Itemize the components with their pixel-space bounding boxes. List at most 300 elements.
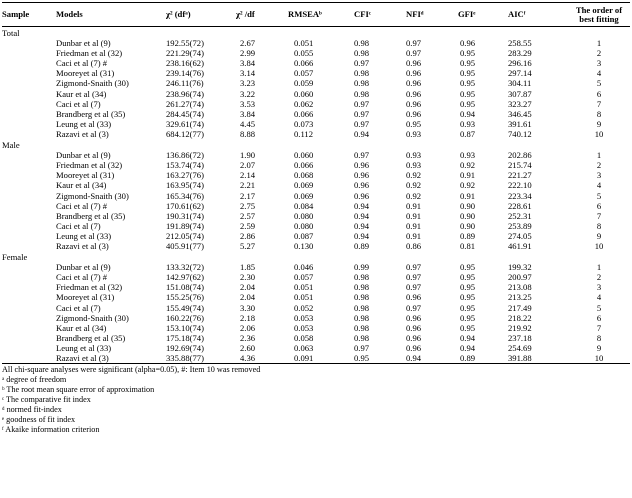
cell-sample <box>2 89 56 99</box>
table-row <box>2 343 630 353</box>
cell-order: 9 <box>596 118 602 129</box>
group-label: Male <box>2 140 20 151</box>
table-row <box>2 191 630 201</box>
cell-sample <box>2 180 56 190</box>
cell-gfi: 0.94 <box>460 342 476 353</box>
table-row <box>2 313 630 323</box>
cell-nfi: 0.91 <box>406 220 422 231</box>
cell-aic: 217.49 <box>508 302 532 313</box>
cell-gfi: 0.95 <box>460 48 476 59</box>
cell-order: 2 <box>596 160 602 171</box>
cell-cfi: 0.97 <box>354 108 370 119</box>
cell-sample <box>2 170 56 180</box>
cell-order: 1 <box>596 262 602 273</box>
cell-cfi: 0.98 <box>354 38 370 49</box>
header-nfi: NFIᵈ <box>406 3 458 27</box>
footnote: ᵉ goodness of fit index <box>2 415 76 425</box>
cell-order: 5 <box>596 78 602 89</box>
cell-aic: 307.87 <box>508 88 532 99</box>
cell-model: Razavi et al (3) <box>56 128 109 139</box>
cell-cfi: 0.98 <box>354 322 370 333</box>
cell-gfi: 0.95 <box>460 68 476 79</box>
cell-cfi: 0.97 <box>354 98 370 109</box>
cell-nfi: 0.91 <box>406 200 422 211</box>
table-row <box>2 119 630 129</box>
cell-order: 9 <box>596 230 602 241</box>
cell-order: 6 <box>596 312 602 323</box>
cell-nfi: 0.96 <box>406 58 422 69</box>
cell-order: 3 <box>596 170 602 181</box>
cell-rmsea: 0.130 <box>294 240 314 251</box>
table-row <box>2 282 630 292</box>
cell-sample <box>2 292 56 302</box>
cell-rmsea: 0.052 <box>294 302 314 313</box>
cell-order: 7 <box>596 98 602 109</box>
table-header <box>2 3 630 27</box>
header-chi-square: χ² (dfᵃ) <box>166 3 236 27</box>
cell-gfi: 0.95 <box>460 302 476 313</box>
cell-aic: 218.22 <box>508 312 532 323</box>
cell-nfi: 0.97 <box>406 48 422 59</box>
cell-nfi: 0.93 <box>406 128 422 139</box>
cell-model: Friedman et al (32) <box>56 48 123 59</box>
cell-aic: 346.45 <box>508 108 532 119</box>
cell-cfi: 0.94 <box>354 200 370 211</box>
cell-gfi: 0.95 <box>460 78 476 89</box>
cell-chi-square: 329.61(74) <box>166 118 204 129</box>
cell-chi-df-ratio: 3.14 <box>240 68 256 79</box>
cell-aic: 213.08 <box>508 282 532 293</box>
cell-gfi: 0.96 <box>460 38 476 49</box>
cell-rmsea: 0.051 <box>294 38 314 49</box>
cell-gfi: 0.93 <box>460 118 476 129</box>
cell-chi-df-ratio: 3.53 <box>240 98 256 109</box>
cell-sample <box>2 38 56 48</box>
cell-rmsea: 0.112 <box>294 128 314 139</box>
cell-aic: 252.31 <box>508 210 532 221</box>
cell-nfi: 0.96 <box>406 108 422 119</box>
cell-chi-df-ratio: 4.45 <box>240 118 256 129</box>
cell-chi-square: 192.55(72) <box>166 38 204 49</box>
cell-gfi: 0.87 <box>460 128 476 139</box>
table-row <box>2 201 630 211</box>
cell-cfi: 0.94 <box>354 128 370 139</box>
cell-nfi: 0.96 <box>406 292 422 303</box>
cell-chi-square: 684.12(77) <box>166 128 204 139</box>
cell-order: 10 <box>568 353 630 364</box>
cell-order: 3 <box>596 58 602 69</box>
header-models: Models <box>56 3 166 27</box>
cell-sample <box>2 353 56 364</box>
cell-gfi: 0.95 <box>460 322 476 333</box>
cell-model: Caci et al (7) # <box>56 58 108 69</box>
cell-aic: 219.92 <box>508 322 532 333</box>
footnote: ᵈ normed fit-index <box>2 405 62 415</box>
cell-chi-square: 212.05(74) <box>166 230 204 241</box>
cell-chi-df-ratio: 3.23 <box>240 78 256 89</box>
cell-aic: 254.69 <box>508 342 532 353</box>
cell-model: Leung et al (33) <box>56 230 112 241</box>
header-gfi: GFIᵉ <box>458 3 508 27</box>
cell-model: Caci et al (7) <box>56 220 101 231</box>
cell-rmsea: 0.059 <box>294 78 314 89</box>
cell-gfi: 0.95 <box>460 292 476 303</box>
cell-aic: 283.29 <box>508 48 532 59</box>
cell-chi-df-ratio: 2.04 <box>240 292 256 303</box>
cell-model: Leung et al (33) <box>56 342 112 353</box>
cell-chi-square: 335.88(77) <box>166 353 236 364</box>
table-row <box>2 272 630 282</box>
cell-model: Kaur et al (34) <box>56 322 107 333</box>
cell-gfi: 0.95 <box>460 282 476 293</box>
cell-model: Mooreyet al (31) <box>56 68 115 79</box>
cell-chi-df-ratio: 4.36 <box>236 353 288 364</box>
cell-nfi: 0.96 <box>406 332 422 343</box>
cell-chi-square: 155.25(76) <box>166 292 204 303</box>
cell-order: 4 <box>596 292 602 303</box>
cell-cfi: 0.97 <box>354 342 370 353</box>
cell-sample <box>2 109 56 119</box>
table-row <box>2 292 630 302</box>
cell-rmsea: 0.060 <box>294 88 314 99</box>
cell-chi-df-ratio: 3.84 <box>240 108 256 119</box>
cell-cfi: 0.98 <box>354 332 370 343</box>
cell-order: 6 <box>596 200 602 211</box>
cell-nfi: 0.94 <box>406 353 458 364</box>
cell-aic: 461.91 <box>508 240 532 251</box>
cell-gfi: 0.81 <box>460 240 476 251</box>
cell-gfi: 0.95 <box>460 98 476 109</box>
cell-aic: 237.18 <box>508 332 532 343</box>
cell-chi-df-ratio: 2.14 <box>240 170 256 181</box>
table-row <box>2 58 630 68</box>
cell-rmsea: 0.084 <box>294 200 314 211</box>
cell-model: Caci et al (7) # <box>56 272 108 283</box>
cell-model: Caci et al (7) <box>56 98 101 109</box>
cell-chi-square: 238.16(62) <box>166 58 204 69</box>
group-label: Total <box>2 28 20 38</box>
cell-model: Zigmond-Snaith (30) <box>56 312 129 323</box>
cell-aic: 223.34 <box>508 190 532 201</box>
cell-sample <box>2 119 56 129</box>
table-body <box>2 27 630 364</box>
cell-model: Dunbar et al (9) <box>56 150 111 161</box>
cell-cfi: 0.97 <box>354 150 370 161</box>
table-row <box>2 89 630 99</box>
footnote: ᵃ degree of freedom <box>2 375 67 385</box>
cell-sample <box>2 68 56 78</box>
cell-model: Brandberg et al (35) <box>56 108 126 119</box>
cell-gfi: 0.92 <box>460 160 476 171</box>
table-row <box>2 323 630 333</box>
cell-aic: 202.86 <box>508 150 532 161</box>
cell-chi-df-ratio: 2.75 <box>240 200 256 211</box>
cell-sample <box>2 241 56 251</box>
table-row <box>2 262 630 272</box>
cell-rmsea: 0.069 <box>294 180 314 191</box>
footnote: ᶜ The comparative fit index <box>2 395 91 405</box>
cell-chi-df-ratio: 2.18 <box>240 312 256 323</box>
cell-rmsea: 0.053 <box>294 312 314 323</box>
footnote: ᶠ Akaike information criterion <box>2 425 100 435</box>
header-order: The order of best fitting <box>568 3 630 27</box>
cell-aic: 253.89 <box>508 220 532 231</box>
cell-aic: 258.55 <box>508 38 532 49</box>
cell-chi-square: 155.49(74) <box>166 302 204 313</box>
cell-aic: 213.25 <box>508 292 532 303</box>
cell-chi-square: 163.27(76) <box>166 170 204 181</box>
cell-nfi: 0.96 <box>406 342 422 353</box>
table-row <box>2 241 630 251</box>
cell-model: Zigmond-Snaith (30) <box>56 78 129 89</box>
cell-sample <box>2 303 56 313</box>
table-row <box>2 170 630 180</box>
cell-sample <box>2 323 56 333</box>
cell-gfi: 0.92 <box>460 180 476 191</box>
cell-chi-df-ratio: 2.04 <box>240 282 256 293</box>
cell-gfi: 0.95 <box>460 272 476 283</box>
cell-chi-df-ratio: 3.84 <box>240 58 256 69</box>
cell-cfi: 0.98 <box>354 292 370 303</box>
cell-nfi: 0.86 <box>406 240 422 251</box>
cell-aic: 222.10 <box>508 180 532 191</box>
header-sample: Sample <box>2 3 56 27</box>
cell-model: Zigmond-Snaith (30) <box>56 190 129 201</box>
cell-model: Dunbar et al (9) <box>56 262 111 273</box>
cell-model: Friedman et al (32) <box>56 282 123 293</box>
cell-nfi: 0.91 <box>406 230 422 241</box>
cell-chi-square: 190.31(74) <box>166 210 204 221</box>
cell-sample <box>2 262 56 272</box>
cell-model: Razavi et al (3) <box>56 240 109 251</box>
cell-chi-df-ratio: 1.90 <box>240 150 256 161</box>
table-row <box>2 160 630 170</box>
cell-nfi: 0.92 <box>406 180 422 191</box>
cell-gfi: 0.95 <box>460 58 476 69</box>
cell-cfi: 0.98 <box>354 272 370 283</box>
cell-rmsea: 0.080 <box>294 210 314 221</box>
cell-rmsea: 0.051 <box>294 292 314 303</box>
header-rmsea: RMSEAᵇ <box>288 3 354 27</box>
cell-gfi: 0.90 <box>460 210 476 221</box>
table-row <box>2 303 630 313</box>
cell-cfi: 0.94 <box>354 210 370 221</box>
cell-chi-square: 151.08(74) <box>166 282 204 293</box>
cell-nfi: 0.96 <box>406 78 422 89</box>
cell-model: Caci et al (7) # <box>56 200 108 211</box>
cell-rmsea: 0.062 <box>294 98 314 109</box>
cell-cfi: 0.96 <box>354 190 370 201</box>
cell-order: 1 <box>596 38 602 49</box>
cell-order: 1 <box>596 150 602 161</box>
table-row <box>2 150 630 160</box>
cell-chi-square: 261.27(74) <box>166 98 204 109</box>
cell-chi-square: 160.22(76) <box>166 312 204 323</box>
cell-sample <box>2 231 56 241</box>
cell-cfi: 0.98 <box>354 48 370 59</box>
cell-nfi: 0.92 <box>406 170 422 181</box>
cell-order: 5 <box>596 302 602 313</box>
cell-nfi: 0.97 <box>406 38 422 49</box>
cell-chi-square: 284.45(74) <box>166 108 204 119</box>
cell-model: Caci et al (7) <box>56 302 101 313</box>
cell-aic: 391.88 <box>508 353 568 364</box>
cell-rmsea: 0.080 <box>294 220 314 231</box>
cell-cfi: 0.96 <box>354 170 370 181</box>
cell-sample <box>2 201 56 211</box>
cell-chi-square: 405.91(77) <box>166 240 204 251</box>
cell-nfi: 0.93 <box>406 150 422 161</box>
cell-sample <box>2 313 56 323</box>
cell-rmsea: 0.057 <box>294 272 314 283</box>
fit-indices-table <box>2 2 630 364</box>
cell-nfi: 0.97 <box>406 272 422 283</box>
cell-chi-square: 175.18(74) <box>166 332 204 343</box>
table-row <box>2 180 630 190</box>
table-row <box>2 129 630 139</box>
cell-rmsea: 0.091 <box>288 353 354 364</box>
cell-cfi: 0.98 <box>354 282 370 293</box>
table-row <box>2 353 630 364</box>
cell-chi-square: 192.69(74) <box>166 342 204 353</box>
cell-gfi: 0.90 <box>460 200 476 211</box>
cell-sample <box>2 99 56 109</box>
cell-cfi: 0.97 <box>354 58 370 69</box>
cell-order: 2 <box>596 272 602 283</box>
cell-gfi: 0.95 <box>460 262 476 273</box>
cell-rmsea: 0.057 <box>294 68 314 79</box>
cell-cfi: 0.98 <box>354 88 370 99</box>
cell-chi-df-ratio: 2.30 <box>240 272 256 283</box>
cell-cfi: 0.98 <box>354 312 370 323</box>
cell-sample <box>2 129 56 139</box>
footnote: ᵇ The root mean square error of approximation <box>2 385 155 395</box>
cell-gfi: 0.93 <box>460 150 476 161</box>
cell-chi-df-ratio: 2.36 <box>240 332 256 343</box>
cell-rmsea: 0.063 <box>294 342 314 353</box>
cell-cfi: 0.95 <box>354 353 406 364</box>
cell-chi-df-ratio: 2.57 <box>240 210 256 221</box>
cell-aic: 274.05 <box>508 230 532 241</box>
cell-model: Mooreyet al (31) <box>56 292 115 303</box>
cell-chi-square: 170.61(62) <box>166 200 204 211</box>
cell-sample <box>2 272 56 282</box>
cell-chi-df-ratio: 3.22 <box>240 88 256 99</box>
cell-model: Dunbar et al (9) <box>56 38 111 49</box>
cell-sample <box>2 160 56 170</box>
header-chi-df-ratio: χ² /df <box>236 3 288 27</box>
cell-cfi: 0.97 <box>354 118 370 129</box>
table-row <box>2 68 630 78</box>
cell-aic: 199.32 <box>508 262 532 273</box>
cell-rmsea: 0.069 <box>294 190 314 201</box>
cell-chi-df-ratio: 2.99 <box>240 48 256 59</box>
cell-chi-df-ratio: 3.30 <box>240 302 256 313</box>
cell-aic: 296.16 <box>508 58 532 69</box>
cell-order: 10 <box>594 128 604 139</box>
cell-order: 4 <box>596 68 602 79</box>
table-row <box>2 78 630 88</box>
cell-aic: 297.14 <box>508 68 532 79</box>
cell-aic: 200.97 <box>508 272 532 283</box>
cell-chi-square: 239.14(76) <box>166 68 204 79</box>
cell-chi-df-ratio: 2.06 <box>240 322 256 333</box>
table-row <box>2 109 630 119</box>
cell-chi-df-ratio: 2.60 <box>240 342 256 353</box>
table-row <box>2 211 630 221</box>
cell-chi-square: 153.10(74) <box>166 322 204 333</box>
cell-order: 4 <box>596 180 602 191</box>
cell-sample <box>2 58 56 68</box>
cell-chi-square: 136.86(72) <box>166 150 204 161</box>
cell-order: 2 <box>596 48 602 59</box>
cell-model: Friedman et al (32) <box>56 160 123 171</box>
cell-chi-square: 142.97(62) <box>166 272 204 283</box>
cell-sample <box>2 282 56 292</box>
cell-nfi: 0.96 <box>406 88 422 99</box>
cell-model: Leung et al (33) <box>56 118 112 129</box>
cell-sample <box>2 150 56 160</box>
cell-nfi: 0.96 <box>406 98 422 109</box>
cell-gfi: 0.90 <box>460 220 476 231</box>
cell-order: 10 <box>594 240 604 251</box>
cell-chi-square: 153.74(74) <box>166 160 204 171</box>
cell-chi-square: 133.32(72) <box>166 262 204 273</box>
cell-rmsea: 0.066 <box>294 58 314 69</box>
cell-rmsea: 0.051 <box>294 282 314 293</box>
cell-nfi: 0.95 <box>406 118 422 129</box>
table-row <box>2 99 630 109</box>
cell-rmsea: 0.073 <box>294 118 314 129</box>
cell-aic: 323.27 <box>508 98 532 109</box>
cell-gfi: 0.95 <box>460 88 476 99</box>
cell-chi-df-ratio: 2.86 <box>240 230 256 241</box>
cell-rmsea: 0.055 <box>294 48 314 59</box>
cell-cfi: 0.99 <box>354 262 370 273</box>
table-footnotes <box>2 365 630 435</box>
group-row <box>2 27 630 39</box>
cell-order: 7 <box>596 322 602 333</box>
cell-sample <box>2 48 56 58</box>
fit-indices-table-document <box>2 2 630 435</box>
group-row <box>2 139 630 150</box>
cell-order: 3 <box>596 282 602 293</box>
cell-sample <box>2 221 56 231</box>
cell-nfi: 0.92 <box>406 190 422 201</box>
cell-sample <box>2 211 56 221</box>
header-cfi: CFIᶜ <box>354 3 406 27</box>
cell-rmsea: 0.066 <box>294 108 314 119</box>
cell-model: Brandberg et al (35) <box>56 210 126 221</box>
cell-aic: 228.61 <box>508 200 532 211</box>
cell-chi-df-ratio: 1.85 <box>240 262 256 273</box>
cell-rmsea: 0.060 <box>294 150 314 161</box>
cell-rmsea: 0.066 <box>294 160 314 171</box>
cell-sample <box>2 343 56 353</box>
cell-cfi: 0.89 <box>354 240 370 251</box>
table-row <box>2 231 630 241</box>
cell-gfi: 0.95 <box>460 312 476 323</box>
cell-order: 6 <box>596 88 602 99</box>
cell-chi-square: 165.34(76) <box>166 190 204 201</box>
cell-nfi: 0.93 <box>406 160 422 171</box>
cell-chi-square: 246.11(76) <box>166 78 204 89</box>
header-aic: AICᶠ <box>508 3 568 27</box>
cell-sample <box>2 333 56 343</box>
cell-cfi: 0.94 <box>354 230 370 241</box>
cell-sample <box>2 78 56 88</box>
cell-order: 8 <box>596 220 602 231</box>
